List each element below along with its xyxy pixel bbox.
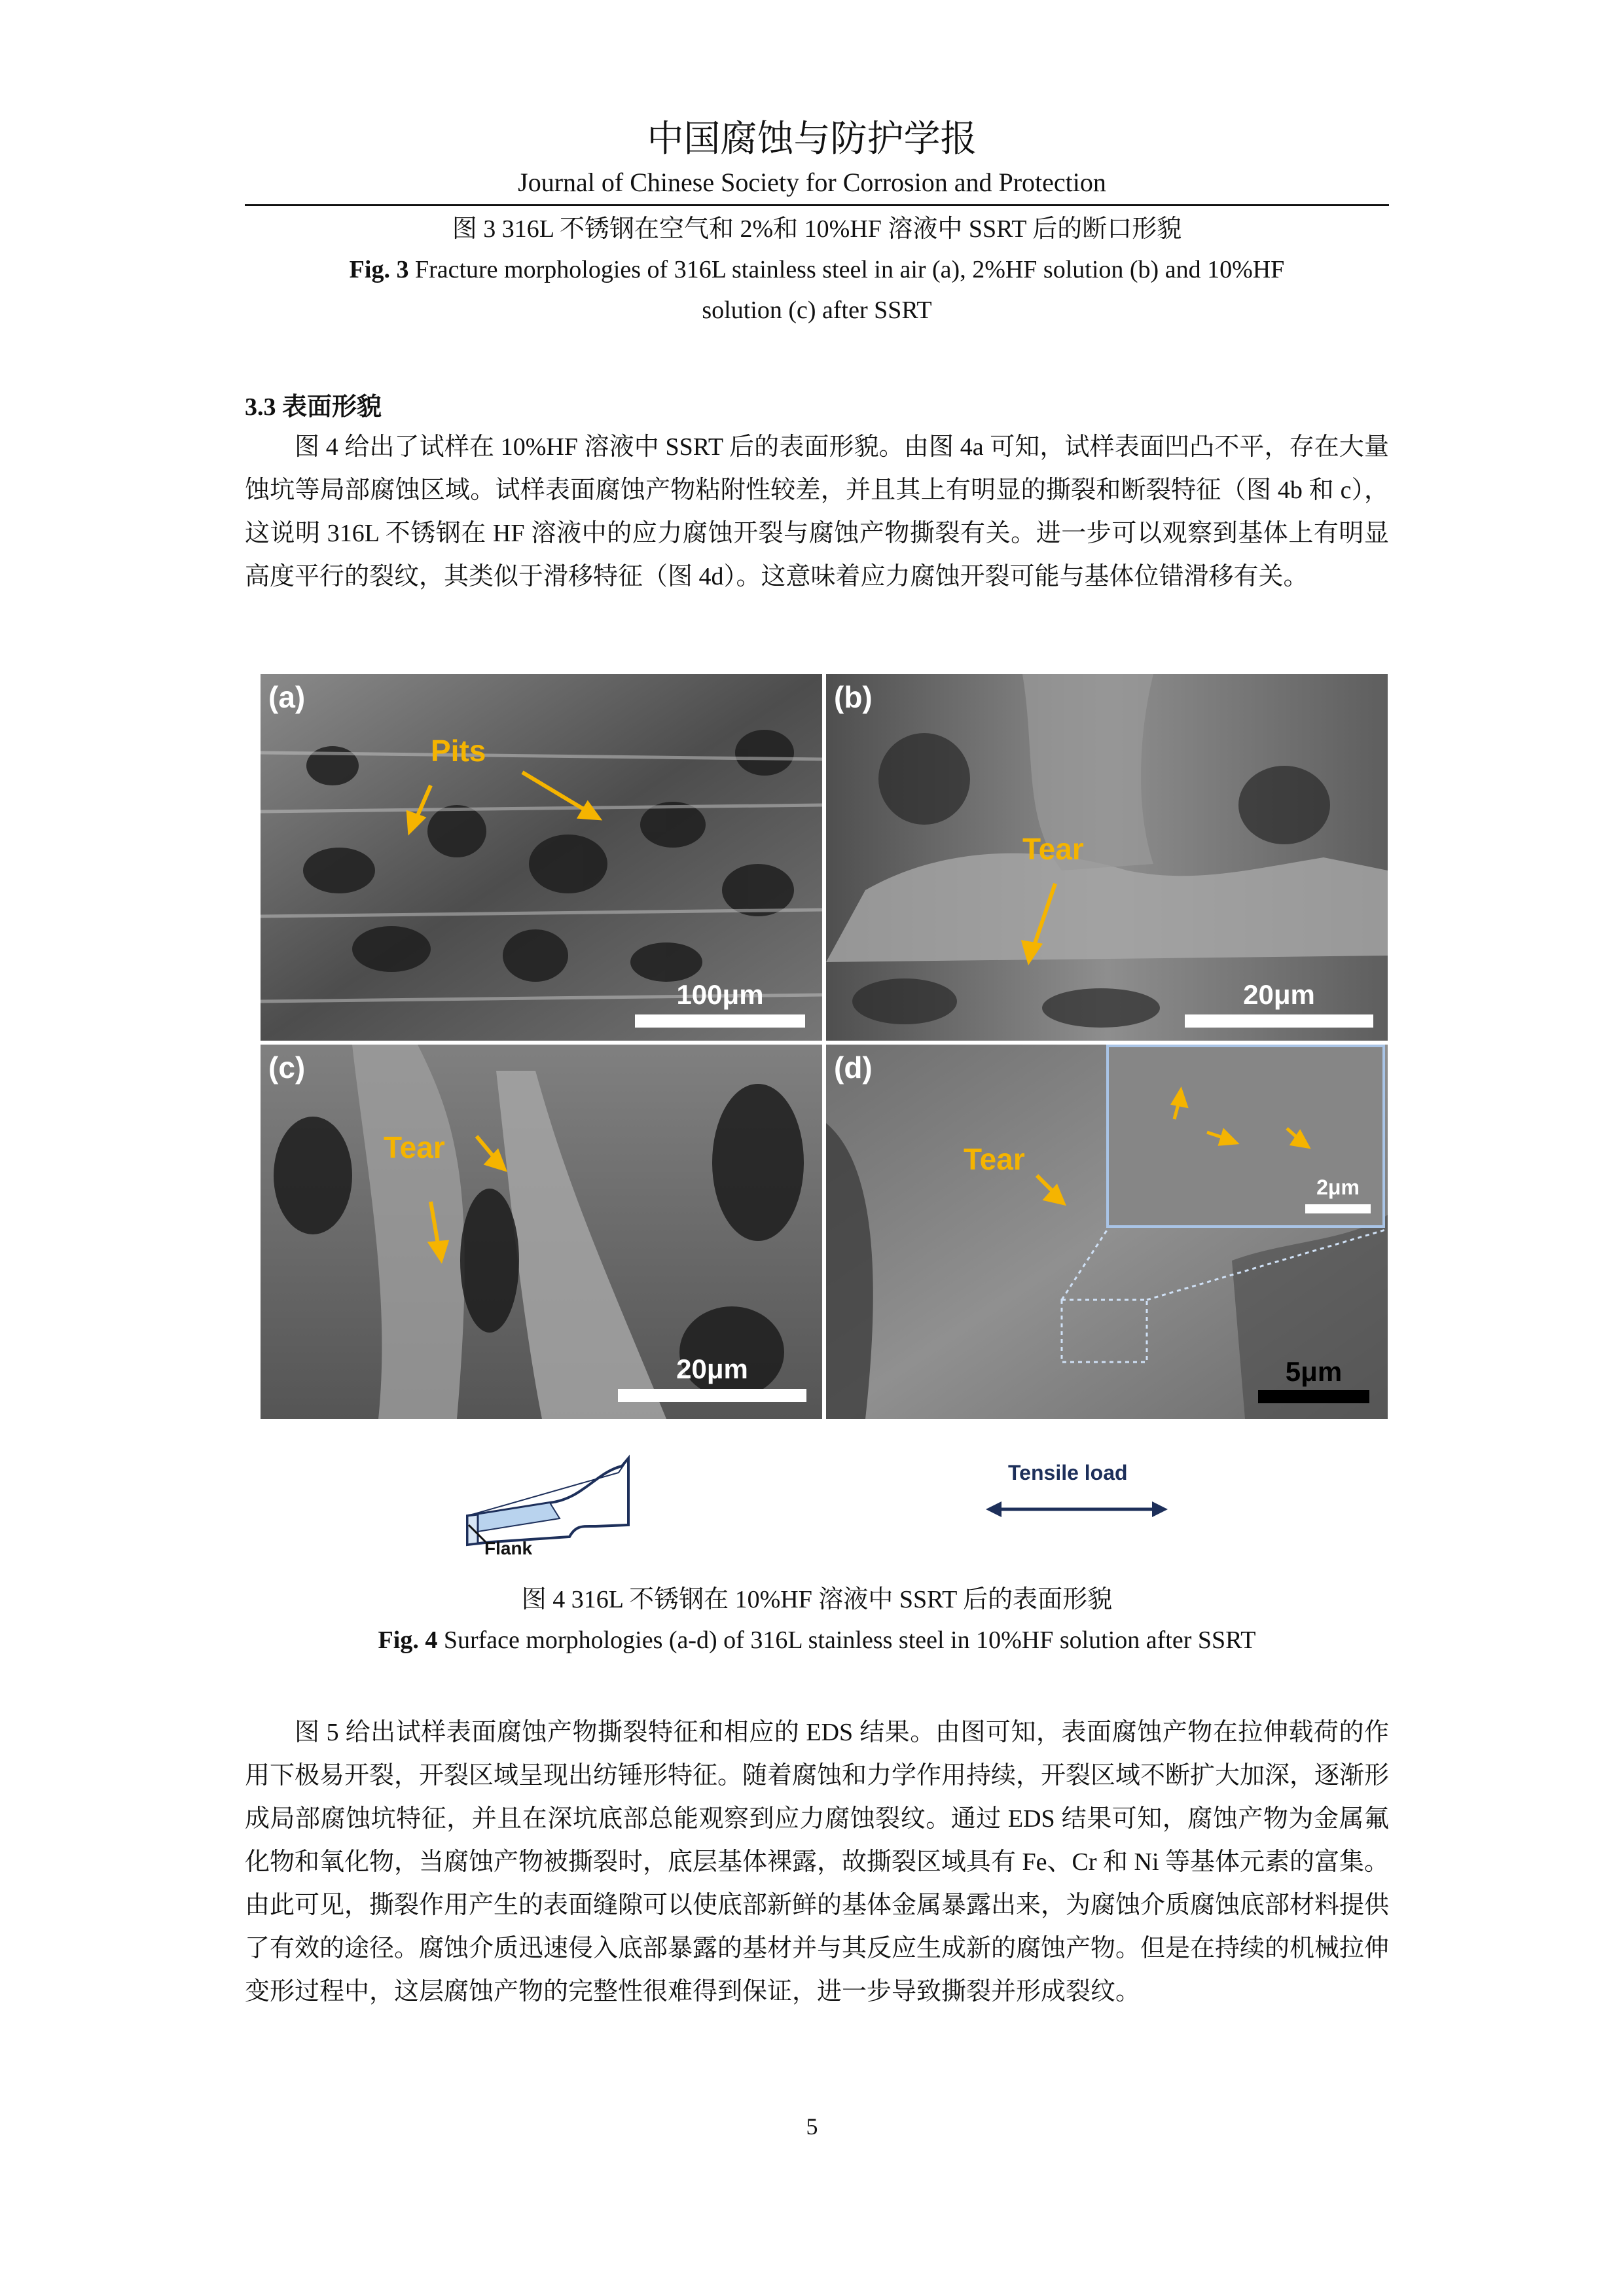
scale-label-d: 5μm [1285, 1356, 1343, 1387]
fig4-panel-b [826, 674, 1388, 1041]
scale-bar-b [1185, 1014, 1373, 1028]
fig4-caption-cn: 图 4 316L 不锈钢在 10%HF 溶液中 SSRT 后的表面形貌 [521, 1586, 1113, 1613]
double-arrow-icon [982, 1490, 1178, 1529]
annotation-tear-c: Tear [384, 1130, 445, 1164]
fig4-label: Fig. 4 [378, 1626, 438, 1654]
panel-label-c: (c) [268, 1050, 306, 1085]
specimen-shape [452, 1427, 648, 1558]
section-heading: 3.3 表面形貌 [245, 393, 382, 421]
scale-bar-a [635, 1014, 805, 1028]
tensile-load-indicator [982, 1461, 1178, 1539]
header-rule [245, 204, 1389, 206]
inset-scale-bar [1305, 1204, 1371, 1213]
fig4-panel-c [261, 1045, 822, 1419]
panel-label-a: (a) [268, 680, 306, 714]
inset-scale-label: 2μm [1316, 1175, 1360, 1199]
journal-title-cn: 中国腐蚀与防护学报 [647, 119, 977, 160]
page-number: 5 [806, 2113, 818, 2140]
flank-label: Flank [484, 1538, 533, 1558]
inset-image-d [1106, 1045, 1385, 1228]
fig3-caption-en [245, 253, 1389, 287]
body-paragraph-2: 图 5 给出试样表面腐蚀产物撕裂特征和相应的 EDS 结果。由图可知，表面腐蚀产物在拉伸载荷的作用下极易开裂，开裂区域呈现出纺锤形特征。随着腐蚀和力学作用持续，开裂区域不断扩大加深，逐渐形成局部腐蚀坑特征，并且在深坑底部总能观察到应力腐蚀裂纹。通过 EDS 结果可知，腐蚀产物为金属氟化物和氧化物，当腐蚀产物被撕裂时，底层基体裸露，故撕裂区域具有 Fe、Cr 和 Ni 等基体元素的富集。由此可见，撕裂作用产生的表面缝隙可以使底部新鲜的基体金属暴露出来，为腐蚀介质腐蚀底部材料提供了有效的途径。腐蚀介质迅速侵入底部暴露的基材并与其反应生成新的腐蚀产物。但是在持续的机械拉伸变形过程中，这层腐蚀产物的完整性很难得到保证，进一步导致撕裂并形成裂纹。 [245, 1719, 1390, 2005]
panel-label-d: (d) [834, 1050, 873, 1085]
fig3-caption-en-line2: solution (c) after SSRT [702, 296, 932, 324]
fig4-caption-en [245, 1623, 1389, 1657]
fig4-caption-en-text: Surface morphologies (a-d) of 316L stainless steel in 10%HF solution after SSRT [443, 1626, 1256, 1654]
annotation-tear-d: Tear [964, 1142, 1025, 1176]
fig3-caption-en-line1: Fracture morphologies of 316L stainless steel in air (a), 2%HF solution (b) and 10%HF [414, 256, 1285, 283]
specimen-diagram [452, 1427, 648, 1558]
fig4-panel-d [826, 1045, 1388, 1419]
fig3-caption-cn: 图 3 316L 不锈钢在空气和 2%和 10%HF 溶液中 SSRT 后的断口形貌 [452, 215, 1182, 243]
annotation-pits: Pits [431, 734, 486, 768]
tensile-load-label: Tensile load [1008, 1461, 1128, 1484]
fig3-label: Fig. 3 [349, 256, 409, 283]
annotation-tear-b: Tear [1022, 832, 1084, 866]
scale-bar-c [618, 1389, 806, 1402]
fig4-panel-a [261, 674, 822, 1041]
section-paragraph: 图 4 给出了试样在 10%HF 溶液中 SSRT 后的表面形貌。由图 4a 可知，试样表面凹凸不平，存在大量蚀坑等局部腐蚀区域。试样表面腐蚀产物粘附性较差，并且其上有明显的撕裂和断裂特征（图 4b 和 c），这说明 316L 不锈钢在 HF 溶液中的应力腐蚀开裂与腐蚀产物撕裂有关。进一步可以观察到基体上有明显高度平行的裂纹，其类似于滑移特征（图 4d）。这意味着应力腐蚀开裂可能与基体位错滑移有关。 [245, 433, 1389, 590]
panel-label-b: (b) [834, 680, 873, 714]
scale-label-b: 20μm [1243, 979, 1315, 1010]
journal-title-en: Journal of Chinese Society for Corrosion and Protection [518, 168, 1106, 197]
scale-bar-d [1258, 1390, 1369, 1403]
scale-label-a: 100μm [676, 979, 764, 1010]
scale-label-c: 20μm [676, 1354, 748, 1384]
